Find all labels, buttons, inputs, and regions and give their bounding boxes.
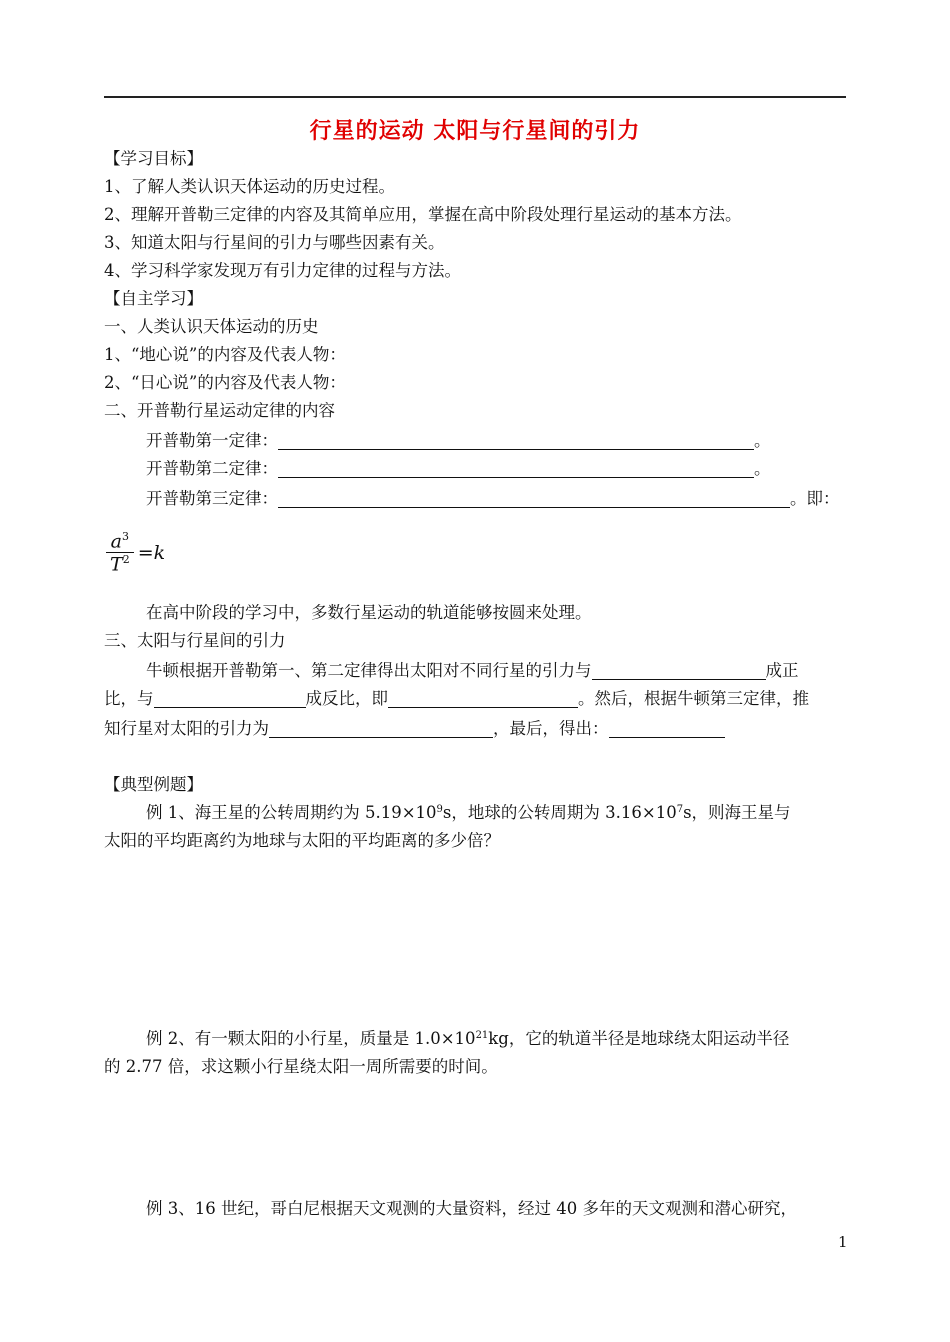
kepler-law-2-blank[interactable] [278,459,754,478]
example-1-line-1: 例 1、海王星的公转周期约为 $5.19\times 10^9s$，地球的公转周期为 $3.16\times 10^7s$，则海王星与 [146,803,791,822]
circular-orbit-note: 在高中阶段的学习中，多数行星运动的轨道能够按圆来处理。 [146,603,592,622]
kepler-third-law-formula [106,530,165,576]
section-1-heading: 一、人类认识天体运动的历史 [104,317,319,336]
kepler-law-2-end: 。 [754,459,771,478]
kepler-law-3-blank[interactable] [278,489,790,508]
example-1-line-2: 太阳的平均距离约为地球与太阳的平均距离的多少倍？ [104,831,500,850]
proportional-blank[interactable] [592,661,766,680]
example-2-line-1: 例 2、有一颗太阳的小行星，质量是 $1.0\times 10^{21}kg$，它的轨道半径是地球绕太阳运动半径 [146,1029,790,1048]
goal-item-1: 1、了解人类认识天体运动的历史过程。 [104,177,395,196]
page-title: 行星的运动 太阳与行星间的引力 [309,118,641,144]
kepler-law-1 [146,428,771,454]
relation-blank[interactable] [388,689,578,708]
example-3-line-1: 例 3、16 世纪，哥白尼根据天文观测的大量资料，经过 40 多年的天文观测和潜心研究， [146,1199,797,1218]
kepler-law-1-end: 。 [754,431,771,450]
examples-heading: 【典型例题】 [104,775,203,794]
kepler-law-2-label: 开普勒第二定律： [146,459,278,478]
goal-item-2: 2、理解开普勒三定律的内容及其简单应用，掌握在高中阶段处理行星运动的基本方法。 [104,205,742,224]
goal-item-4: 4、学习科学家发现万有引力定律的过程与方法。 [104,261,461,280]
kepler-law-2 [146,456,771,482]
formula-rhs: =k [137,541,166,564]
gravity-paragraph-line-2: 比，与 成反比，即 。然后，根据牛顿第三定律，推 [104,689,809,708]
header-rule [104,96,846,98]
kepler-law-1-blank[interactable] [278,431,754,450]
heliocentric-question: 2、“日心说”的内容及代表人物： [104,373,346,392]
formula-numerator: $a^3$ [106,530,134,553]
conclusion-blank[interactable] [609,719,725,738]
goals-heading: 【学习目标】 [104,149,203,168]
gravity-paragraph-line-1: 牛顿根据开普勒第一、第二定律得出太阳对不同行星的引力与 成正 [146,661,799,680]
reaction-force-blank[interactable] [269,719,493,738]
gravity-paragraph-line-3: 知行星对太阳的引力为 ，最后，得出： [104,716,725,742]
example-2-line-2: 的 2.77 倍，求这颗小行星绕太阳一周所需要的时间。 [104,1057,498,1076]
formula-fraction [106,530,134,576]
kepler-law-1-label: 开普勒第一定律： [146,431,278,450]
formula-denominator: $T^2$ [110,553,130,576]
section-2-heading: 二、开普勒行星运动定律的内容 [104,401,335,420]
kepler-law-3 [146,486,840,512]
kepler-law-3-label: 开普勒第三定律： [146,489,278,508]
section-3-heading: 三、太阳与行星间的引力 [104,631,286,650]
goal-item-3: 3、知道太阳与行星间的引力与哪些因素有关。 [104,233,445,252]
page-number: 1 [838,1233,848,1251]
self-study-heading: 【自主学习】 [104,289,203,308]
geocentric-question: 1、“地心说”的内容及代表人物： [104,345,346,364]
kepler-law-3-end: 。即： [790,489,840,508]
inverse-blank[interactable] [154,689,306,708]
